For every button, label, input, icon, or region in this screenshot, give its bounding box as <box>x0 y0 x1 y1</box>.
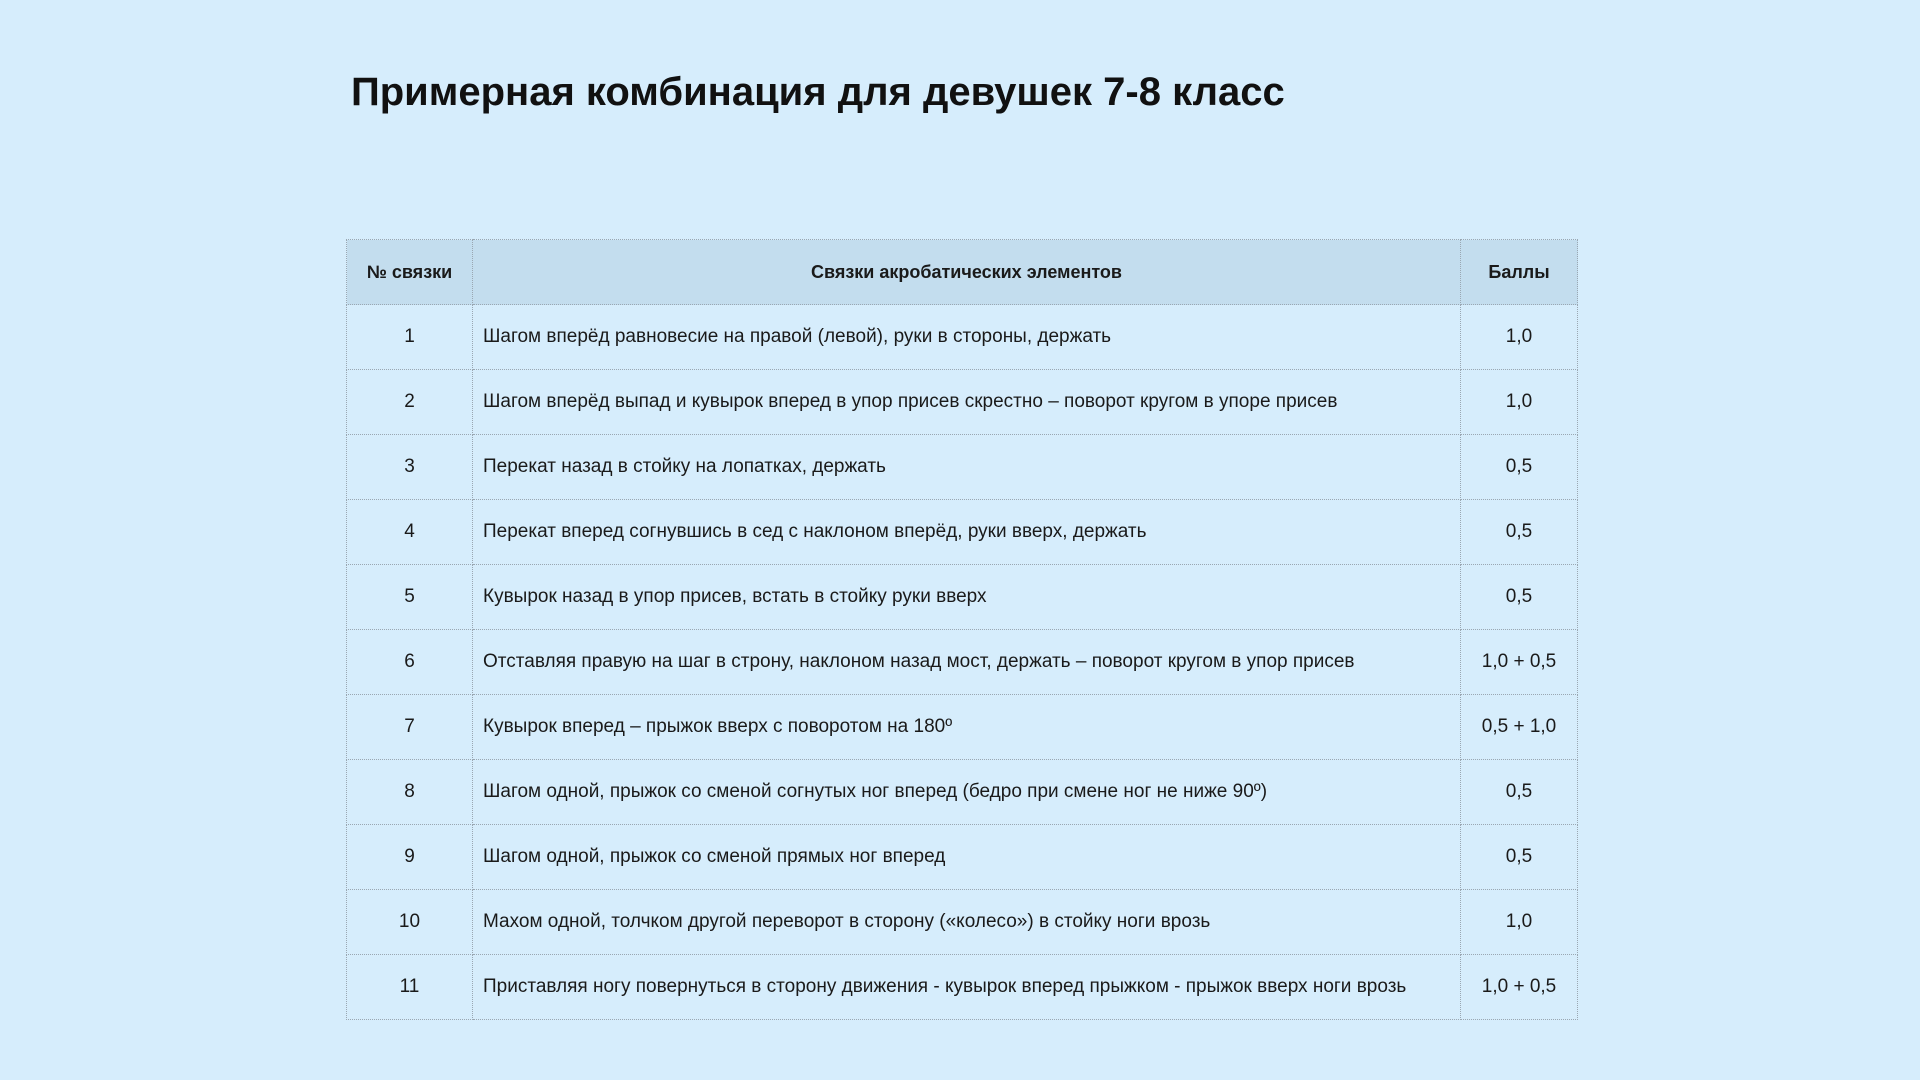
row-num: 11 <box>347 955 473 1020</box>
page-title: Примерная комбинация для девушек 7-8 класс <box>351 70 1285 114</box>
table-row <box>347 565 1578 630</box>
table-row <box>347 500 1578 565</box>
table-row <box>347 370 1578 435</box>
row-num: 1 <box>347 305 473 370</box>
row-score: 0,5 <box>1461 825 1578 890</box>
row-score: 1,0 <box>1461 890 1578 955</box>
row-num: 8 <box>347 760 473 825</box>
table-row <box>347 955 1578 1020</box>
header-score: Баллы <box>1461 240 1578 305</box>
row-elements: Шагом одной, прыжок со сменой прямых ног вперед <box>473 825 1461 890</box>
row-elements: Перекат вперед согнувшись в сед с наклоном вперёд, руки вверх, держать <box>473 500 1461 565</box>
row-num: 10 <box>347 890 473 955</box>
table-row <box>347 890 1578 955</box>
row-score: 0,5 <box>1461 500 1578 565</box>
row-elements: Махом одной, толчком другой переворот в сторону («колесо») в стойку ноги врозь <box>473 890 1461 955</box>
table-row <box>347 435 1578 500</box>
row-num: 4 <box>347 500 473 565</box>
row-elements: Шагом вперёд выпад и кувырок вперед в упор присев скрестно – поворот кругом в упоре присев <box>473 370 1461 435</box>
row-elements: Отставляя правую на шаг в строну, наклоном назад мост, держать – поворот кругом в упор присев <box>473 630 1461 695</box>
row-num: 3 <box>347 435 473 500</box>
row-score: 1,0 + 0,5 <box>1461 630 1578 695</box>
table-row <box>347 630 1578 695</box>
row-score: 0,5 <box>1461 760 1578 825</box>
row-num: 5 <box>347 565 473 630</box>
row-score: 1,0 <box>1461 370 1578 435</box>
header-elements: Связки акробатических элементов <box>473 240 1461 305</box>
row-num: 2 <box>347 370 473 435</box>
row-elements: Кувырок вперед – прыжок вверх с поворотом на 180º <box>473 695 1461 760</box>
row-score: 0,5 <box>1461 565 1578 630</box>
row-score: 1,0 + 0,5 <box>1461 955 1578 1020</box>
table-header-row <box>347 240 1578 305</box>
row-num: 9 <box>347 825 473 890</box>
row-elements: Шагом одной, прыжок со сменой согнутых ног вперед (бедро при смене ног не ниже 90º) <box>473 760 1461 825</box>
row-score: 1,0 <box>1461 305 1578 370</box>
row-num: 6 <box>347 630 473 695</box>
row-elements: Приставляя ногу повернуться в сторону движения - кувырок вперед прыжком - прыжок вверх ноги врозь <box>473 955 1461 1020</box>
row-elements: Шагом вперёд равновесие на правой (левой), руки в стороны, держать <box>473 305 1461 370</box>
row-num: 7 <box>347 695 473 760</box>
table-row <box>347 305 1578 370</box>
row-score: 0,5 + 1,0 <box>1461 695 1578 760</box>
table-row <box>347 695 1578 760</box>
table-row <box>347 760 1578 825</box>
table-row <box>347 825 1578 890</box>
header-num: № связки <box>347 240 473 305</box>
row-score: 0,5 <box>1461 435 1578 500</box>
row-elements: Перекат назад в стойку на лопатках, держать <box>473 435 1461 500</box>
combination-table <box>346 239 1578 1020</box>
row-elements: Кувырок назад в упор присев, встать в стойку руки вверх <box>473 565 1461 630</box>
